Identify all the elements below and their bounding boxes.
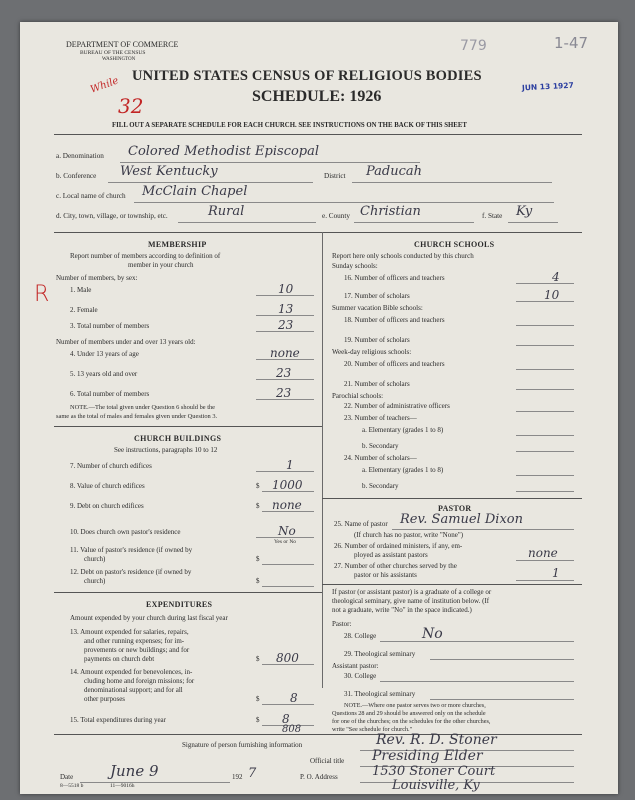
q18-label: 18. Number of officers and teachers — [344, 316, 445, 324]
q7-label: 7. Number of church edifices — [70, 462, 152, 470]
q24a-label: a. Elementary (grades 1 to 8) — [362, 466, 444, 474]
q13-value: 800 — [276, 651, 299, 665]
po-address-line-1: 1530 Stoner Court — [372, 764, 496, 779]
received-date-stamp: JUN 13 1927 — [521, 80, 574, 93]
q20-label: 20. Number of officers and teachers — [344, 360, 445, 368]
q15-value-extra: 808 — [282, 724, 302, 735]
q2-value: 13 — [278, 302, 294, 316]
department-name: DEPARTMENT OF COMMERCE — [66, 40, 179, 49]
local-name-label: c. Local name of church — [56, 192, 126, 200]
q11-label-1: 11. Value of pastor's residence (if owned by — [70, 546, 193, 554]
q14-label-4: other purposes — [84, 695, 126, 703]
expenditures-heading: EXPENDITURES — [146, 600, 213, 609]
q25-label: 25. Name of pastor — [334, 520, 388, 528]
q23b-label: b. Secondary — [362, 442, 399, 450]
membership-intro-1: Report number of members according to definition of — [70, 252, 221, 260]
q14-label-2: cluding home and foreign missions; for — [84, 677, 195, 685]
q26-label-1: 26. Number of ordained ministers, if any, em- — [334, 542, 463, 550]
membership-heading: MEMBERSHIP — [148, 240, 207, 249]
q27-label-1: 27. Number of other churches served by the — [334, 562, 457, 570]
q9-dollar: $ — [256, 502, 260, 510]
pastor-note-3: for one of the churches; on the schedules for the other churches, — [332, 718, 491, 725]
q27-label-2: pastor or his assistants — [354, 571, 417, 579]
q11-dollar: $ — [256, 555, 260, 563]
membership-intro-2: member in your church — [128, 261, 194, 269]
signature-label: Signature of person furnishing information — [182, 741, 303, 749]
membership-note-1: NOTE.—The total given under Question 6 should be the — [70, 404, 216, 411]
q23-label: 23. Number of teachers— — [344, 414, 417, 422]
q13-label-3: provements or new buildings; and for — [84, 646, 190, 654]
q1-label: 1. Male — [70, 286, 92, 294]
pastor-note-1: NOTE.—Where one pastor serves two or more churches, — [344, 702, 486, 709]
q8-dollar: $ — [256, 482, 260, 490]
po-address-line-2: Louisville, Ky — [392, 778, 480, 793]
expenditures-intro: Amount expended by your church during last fiscal year — [70, 614, 228, 622]
q3-value: 23 — [278, 318, 294, 332]
city-value: Rural — [208, 204, 245, 219]
members-by-sex-label: Number of members, by sex: — [56, 274, 138, 282]
yes-no-hint: Yes or No — [274, 539, 297, 545]
conference-label: b. Conference — [56, 172, 97, 180]
graduate-instruction-1: If pastor (or assistant pastor) is a graduate of a college or — [332, 588, 492, 596]
conference-value: West Kentucky — [120, 164, 218, 179]
denomination-value: Colored Methodist Episcopal — [128, 144, 320, 159]
district-label: District — [324, 172, 346, 180]
q14-label-3: denominational support; and for all — [84, 686, 183, 694]
graduate-instruction-2: theological seminary, give name of institution below. (If — [332, 597, 490, 605]
age-header: Number of members under and over 13 years old: — [56, 338, 196, 346]
q14-dollar: $ — [256, 695, 260, 703]
q17-value: 10 — [544, 288, 560, 302]
q30-label: 30. College — [344, 672, 377, 680]
parochial-schools-label: Parochial schools: — [332, 392, 384, 400]
year-digit: 7 — [248, 766, 257, 781]
q22-label: 22. Number of administrative officers — [344, 402, 450, 410]
district-value: Paducah — [366, 164, 423, 179]
q15-dollar: $ — [256, 716, 260, 724]
q8-label: 8. Value of church edifices — [70, 482, 145, 490]
form-title: UNITED STATES CENSUS OF RELIGIOUS BODIES — [132, 68, 482, 84]
state-value: Ky — [516, 204, 533, 219]
q13-label-1: 13. Amount expended for salaries, repairs, — [70, 628, 189, 636]
print-code-2: 11—9016h — [110, 783, 135, 789]
q15-label: 15. Total expenditures during year — [70, 716, 166, 724]
pastor-subheading: Pastor: — [332, 620, 352, 628]
date-label: Date — [60, 773, 74, 781]
census-schedule-form — [20, 22, 618, 794]
margin-mark-r: R — [34, 282, 50, 307]
county-label: e. County — [322, 212, 350, 220]
sunday-schools-label: Sunday schools: — [332, 262, 378, 270]
q29-label: 29. Theological seminary — [344, 650, 416, 658]
denomination-label: a. Denomination — [56, 152, 104, 160]
q26-label-2: ployed as assistant pastors — [354, 551, 428, 559]
q6-label: 6. Total number of members — [70, 390, 150, 398]
q9-value: none — [272, 498, 302, 512]
schools-heading: CHURCH SCHOOLS — [414, 240, 495, 249]
q14-value: 8 — [290, 691, 298, 705]
official-title-value: Presiding Elder — [372, 748, 483, 764]
q24-label: 24. Number of scholars— — [344, 454, 417, 462]
q12-label-2: church) — [84, 577, 106, 585]
q10-value: No — [278, 524, 296, 538]
buildings-heading: CHURCH BUILDINGS — [134, 434, 222, 443]
q14-label-1: 14. Amount expended for benevolences, in- — [70, 668, 193, 676]
weekday-schools-label: Week-day religious schools: — [332, 348, 412, 356]
membership-note-2: same as the total of males and females given under Question 3. — [56, 413, 218, 420]
buildings-intro: See instructions, paragraphs 10 to 12 — [114, 446, 218, 454]
handwritten-mark-32: 32 — [118, 94, 144, 118]
pastor-heading: PASTOR — [438, 504, 472, 513]
q31-label: 31. Theological seminary — [344, 690, 416, 698]
county-value: Christian — [360, 204, 421, 219]
print-code: 8—5518 b — [60, 783, 84, 789]
q9-label: 9. Debt on church edifices — [70, 502, 144, 510]
q25-hint: (If church has no pastor, write "None") — [354, 531, 464, 539]
q4-label: 4. Under 13 years of age — [70, 350, 139, 358]
q26-value: none — [528, 546, 558, 560]
q8-value: 1000 — [272, 478, 303, 492]
q7-value: 1 — [286, 458, 294, 472]
q5-value: 23 — [276, 366, 292, 380]
signature-value: Rev. R. D. Stoner — [376, 732, 497, 748]
instruction-line: FILL OUT A SEPARATE SCHEDULE FOR EACH CHURCH. SEE INSTRUCTIONS ON THE BACK OF THIS SHEET — [112, 122, 467, 129]
form-number-top: 779 — [460, 38, 487, 54]
q11-label-2: church) — [84, 555, 106, 563]
q6-value: 23 — [276, 386, 292, 400]
q28-label: 28. College — [344, 632, 377, 640]
q13-dollar: $ — [256, 655, 260, 663]
official-title-label: Official title — [310, 757, 345, 765]
q12-dollar: $ — [256, 577, 260, 585]
schedule-title: SCHEDULE: 1926 — [252, 88, 382, 105]
bureau-name: BUREAU OF THE CENSUS — [80, 50, 146, 56]
q5-label: 5. 13 years old and over — [70, 370, 138, 378]
summer-schools-label: Summer vacation Bible schools: — [332, 304, 423, 312]
pastor-note-2: Questions 28 and 29 should be answered only on the schedule — [332, 710, 486, 717]
form-number-right: 1-47 — [554, 34, 589, 52]
q17-label: 17. Number of scholars — [344, 292, 410, 300]
handwritten-mark-while: While — [88, 75, 121, 96]
q3-label: 3. Total number of members — [70, 322, 150, 330]
year-prefix: 192 — [232, 773, 243, 781]
q28-value: No — [422, 626, 443, 642]
q23a-label: a. Elementary (grades 1 to 8) — [362, 426, 444, 434]
date-value: June 9 — [110, 762, 159, 780]
graduate-instruction-3: not a graduate, write "No" in the space indicated.) — [332, 606, 472, 614]
q19-label: 19. Number of scholars — [344, 336, 410, 344]
q10-label: 10. Does church own pastor's residence — [70, 528, 181, 536]
q24b-label: b. Secondary — [362, 482, 399, 490]
assistant-pastor-subheading: Assistant pastor: — [332, 662, 379, 670]
pastor-note-4: write "See schedule for church." — [332, 726, 413, 733]
q16-value: 4 — [552, 270, 560, 284]
q21-label: 21. Number of scholars — [344, 380, 410, 388]
q13-label-2: and other running expenses; for im- — [84, 637, 185, 645]
q13-label-4: payments on church debt — [84, 655, 155, 663]
q16-label: 16. Number of officers and teachers — [344, 274, 445, 282]
q4-value: none — [270, 346, 300, 360]
schools-intro: Report here only schools conducted by this church — [332, 252, 474, 260]
bureau-city: WASHINGTON — [102, 57, 136, 62]
q2-label: 2. Female — [70, 306, 98, 314]
q27-value: 1 — [552, 566, 560, 580]
q12-label-1: 12. Debt on pastor's residence (if owned by — [70, 568, 192, 576]
state-label: f. State — [482, 212, 503, 220]
q1-value: 10 — [278, 282, 294, 296]
q25-value: Rev. Samuel Dixon — [400, 512, 523, 527]
q15-value: 8 — [282, 712, 290, 726]
city-label: d. City, town, village, or township, etc. — [56, 212, 168, 220]
local-name-value: McClain Chapel — [142, 184, 248, 199]
po-address-label: P. O. Address — [300, 773, 338, 781]
